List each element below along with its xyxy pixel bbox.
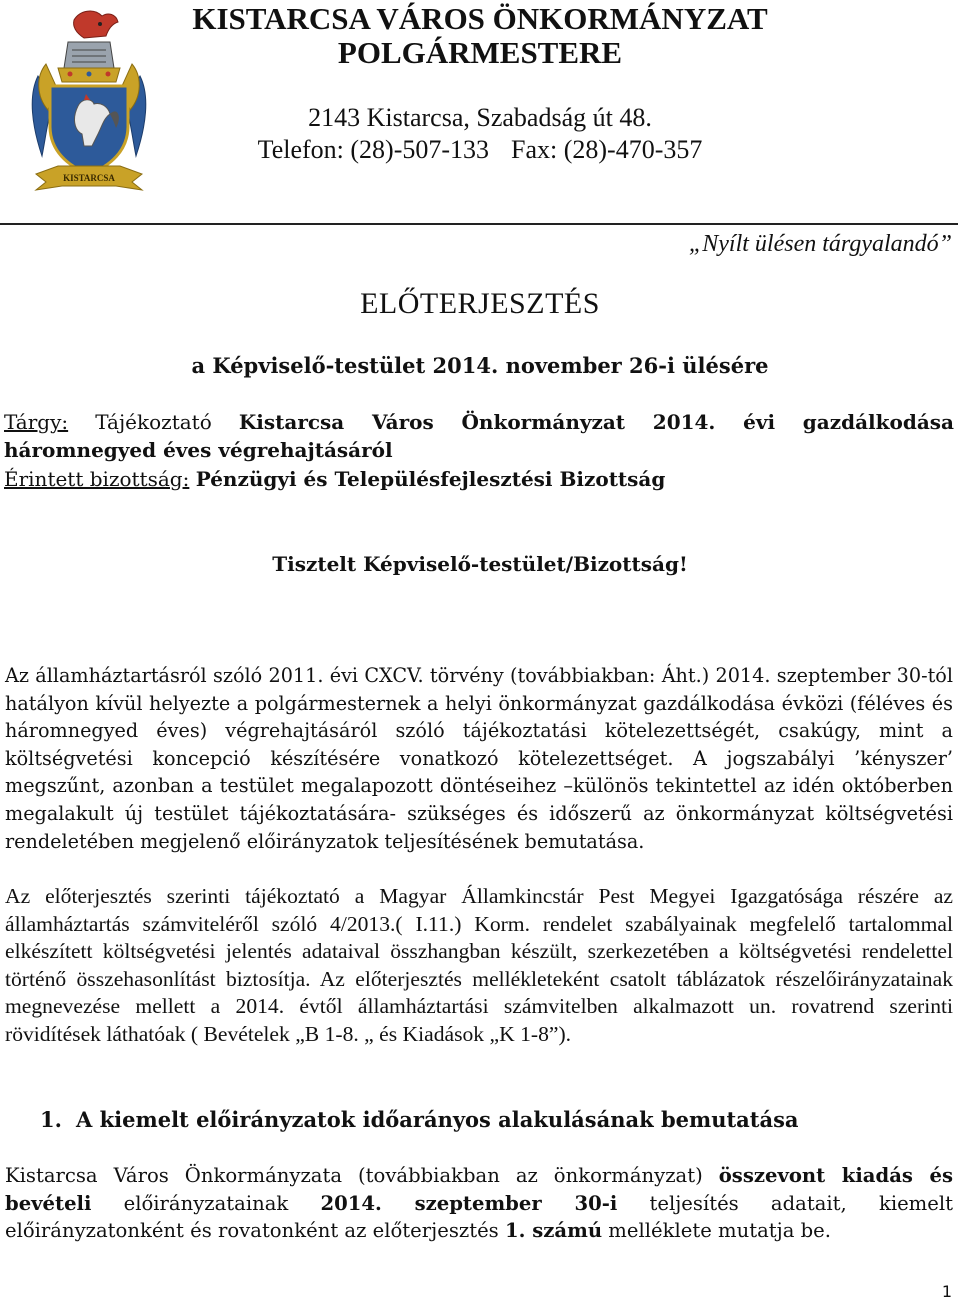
page-number: 1 xyxy=(941,1282,952,1301)
header-address: 2143 Kistarcsa, Szabadság út 48. xyxy=(308,103,652,132)
paragraph-3 xyxy=(5,1162,953,1245)
subject-value: Kistarcsa Város Önkormányzat 2014. évi gazdálkodása háromnegyed éves végrehajtásáról xyxy=(4,410,955,462)
meeting-line: a Képviselő-testület 2014. november 26-i ülésére xyxy=(191,353,769,378)
committee-value: Pénzügyi és Településfejlesztési Bizottság xyxy=(195,467,666,491)
paragraph-3-text: Kistarcsa Város Önkormányzata (továbbiakban az önkormányzat) xyxy=(5,1164,719,1187)
open-session-note: „Nyílt ülésen tárgyalandó” xyxy=(688,231,952,257)
subject-label: Tárgy: xyxy=(4,410,69,434)
paragraph-2: Az előterjesztés szerinti tájékoztató a Magyar Államkincstár Pest Megyei Igazgatósága részére az államháztartás számviteléről szóló 4/2013.( I.11.) Korm. rendelet szabályainak megfelelő tartalommal elkészített költségvetési jelentés adataival összhangban készült, szerkezetében a költségvetési rendelettel történő összehasonlítást biztosítja. Az előterjesztés mellékleteként csatolt táblázatok részelőirányzatainak megnevezése mellett a 2014. évtől államháztartási számvitelben alkalmazott un. rovatrend szerinti rövidítések láthatóak ( Bevételek „B 1-8. „ és Kiadások „K 1-8”). xyxy=(5,884,953,1046)
subject-plain: Tájékoztató xyxy=(95,410,212,434)
section-number: 1. xyxy=(40,1107,62,1132)
committee-label: Érintett bizottság: xyxy=(4,467,190,491)
header-contact xyxy=(170,135,790,165)
paragraph-3-bold: 1. számú xyxy=(504,1219,603,1243)
paragraph-3-text: előirányzatainak xyxy=(91,1191,321,1215)
paragraph-3-text: teljesítés adatait, kiemelt előirányzatonként és rovatonként az előterjesztés xyxy=(5,1191,953,1243)
paragraph-3-bold: összevont kiadás és bevételi xyxy=(5,1164,954,1215)
paragraph-3-text: melléklete mutatja be. xyxy=(602,1219,832,1243)
svg-text:KISTARCSA: KISTARCSA xyxy=(63,173,115,183)
paragraph-3-bold: 2014. szeptember 30-i xyxy=(320,1191,618,1215)
header-title-line2: POLGÁRMESTERE xyxy=(337,35,623,70)
header-title-line1: KISTARCSA VÁROS ÖNKORMÁNYZAT xyxy=(192,1,768,36)
subject-line xyxy=(4,408,954,464)
header-phone: Telefon: (28)-507-133 xyxy=(257,135,490,164)
committee-line xyxy=(4,465,954,493)
paragraph-1: Az államháztartásról szóló 2011. évi CXCV. törvény (továbbiakban: Áht.) 2014. szeptember 30-tól hatályon kívül helyezte a polgármesternek a helyi önkormányzat gazdálkodása évközi (féléves és háromnegyed éves) végrehajtásáról szóló tájékoztatási kötelezettségét, csakúgy, mint a költségvetési koncepció készítésére vonatkozó kötelezettséget. A jogszabályi ’kényszer’ megszűnt, azonban a testület megalapozott döntéseihez –különös tekintettel az idén októberben megalakult új testület tájékoztatására- szükséges és időszerű az önkormányzat költségvetési rendeletében megjelenő előirányzatok teljesítésének bemutatása. xyxy=(5,664,953,853)
section-heading xyxy=(40,1106,940,1134)
salutation: Tisztelt Képviselő-testület/Bizottság! xyxy=(272,552,688,576)
section-title: A kiemelt előirányzatok időarányos alakulásának bemutatása xyxy=(76,1107,799,1132)
header-fax: Fax: (28)-470-357 xyxy=(511,135,703,164)
coat-of-arms-icon xyxy=(28,6,150,196)
header-divider xyxy=(0,223,958,225)
document-title: ELŐTERJESZTÉS xyxy=(360,287,600,320)
